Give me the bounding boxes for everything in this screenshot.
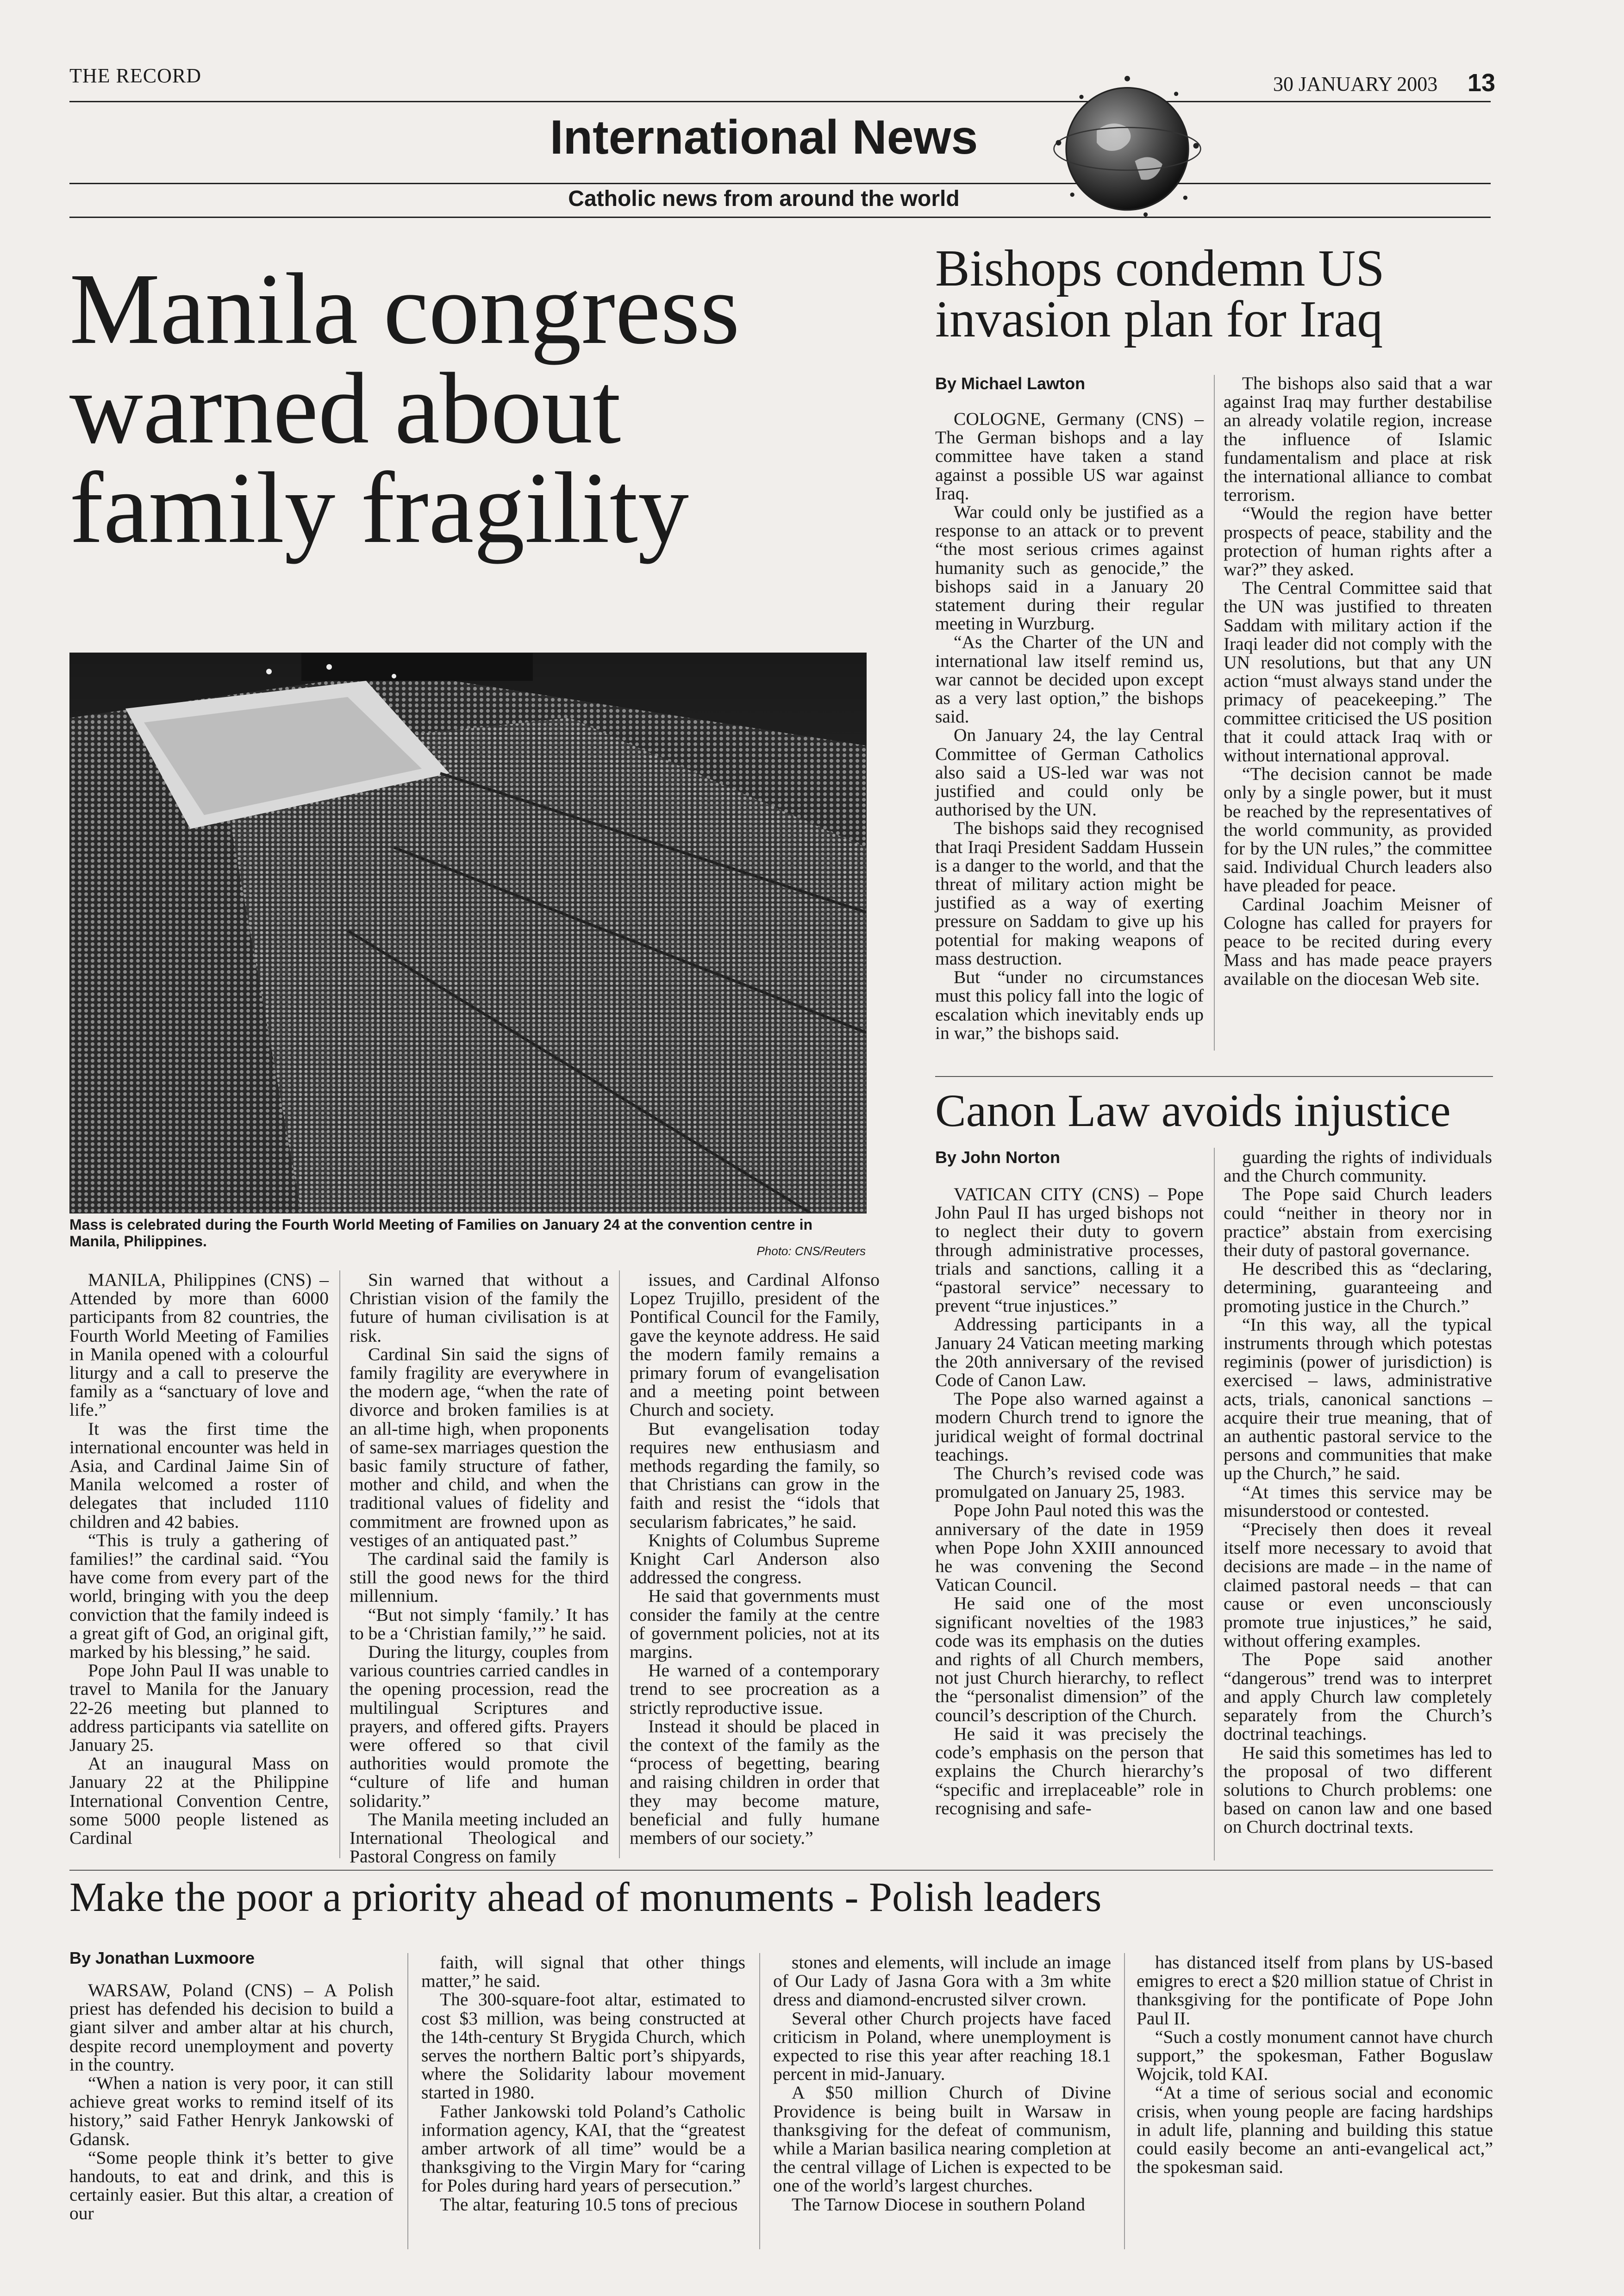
- paragraph: The Central Committee said that the UN was justified to threaten Saddam with military action if the Iraqi leader did not comply with the UN resolutions, but that any UN action “must always stand under the primacy of peacekeeping.” The committee criticised the US position that it could attack Iraq with or without international approval.: [1224, 578, 1492, 766]
- paragraph: MANILA, Philippines (CNS) – Attended by more than 6000 participants from 82 countries, the Fourth World Meeting of Families in Manila opened with a colourful liturgy and a call to preserve the family as a “sanctuary of love and life.”: [69, 1269, 329, 1420]
- paragraph: VATICAN CITY (CNS) – Pope John Paul II has urged bishops not to neglect their duty to govern through administrative processes, trials and sanctions, calling it a “pastoral service” necessary to prevent “true injustices.”: [935, 1184, 1204, 1316]
- paragraph: A $50 million Church of Divine Providence is being built in Warsaw in thanksgiving for the defeat of communism, while a Marian basilica nearing completion at the central village of Lichen is expected to be one of the world’s largest churches.: [773, 2082, 1111, 2196]
- bishops-column-1: [935, 410, 1204, 1042]
- manila-headline: [69, 252, 880, 564]
- column-divider: [1214, 1148, 1215, 1860]
- paragraph: “Some people think it’s better to give handouts, to eat and drink, and this is certainly easier. But this altar, a creation of our: [69, 2147, 394, 2224]
- poland-headline: Make the poor a priority ahead of monuments - Polish leaders: [69, 1874, 1102, 1920]
- column-divider: [1124, 1953, 1125, 2249]
- masthead-rule: [69, 101, 1491, 102]
- section-bottom-rule: [69, 217, 1491, 218]
- poland-column-2: [421, 1953, 745, 2214]
- canon-headline: Canon Law avoids injustice: [935, 1085, 1451, 1136]
- mass-photo: [69, 653, 867, 1213]
- paragraph: The Tarnow Diocese in southern Poland: [792, 2194, 1085, 2215]
- poland-byline: By Jonathan Luxmoore: [69, 1948, 255, 1967]
- bishops-byline: By Michael Lawton: [935, 374, 1086, 393]
- bishops-headline: [935, 240, 1500, 348]
- paragraph: But “under no circumstances must this policy fall into the logic of escalation which inevitably ends up in war,” the bishops said.: [935, 967, 1204, 1043]
- manila-column-2: [350, 1270, 609, 1866]
- paragraph: Pope John Paul II was unable to travel to Manila for the January 22-26 meeting but planned to address participants via satellite on January 25.: [69, 1660, 329, 1755]
- manila-headline-line: Manila congress: [69, 252, 740, 365]
- poland-column-3: [773, 1953, 1111, 2214]
- paragraph: He said this sometimes has led to the proposal of two different solutions to Church problems: one based on canon law and one based on Church doctrinal texts.: [1224, 1742, 1492, 1837]
- publication-name: THE RECORD: [69, 64, 201, 87]
- canon-column-1: [935, 1185, 1204, 1817]
- column-divider: [619, 1270, 620, 1858]
- paragraph: He said it was precisely the code’s emphasis on the person that explains the Church hierarchy’s “specific and irreplaceable” role in recognising and safe-: [935, 1723, 1204, 1818]
- manila-column-1: [69, 1270, 329, 1847]
- globe-icon: [1051, 69, 1204, 222]
- paragraph: The Pope said Church leaders could “neither in theory nor in practice” abstain from exercising their duty of pastoral governance.: [1224, 1184, 1492, 1261]
- paragraph: On January 24, the lay Central Committee of German Catholics also said a US-led war was not justified and could only be authorised by the UN.: [935, 725, 1204, 820]
- paragraph: Several other Church projects have faced criticism in Poland, where unemployment is expected to rise this year after reaching 18.1 percent in mid-January.: [773, 2008, 1111, 2084]
- column-divider: [1214, 375, 1215, 1051]
- column-divider: [407, 1953, 408, 2249]
- paragraph: Cardinal Joachim Meisner of Cologne has called for prayers for peace to be recited during every Mass and has made peace prayers available on the diocesan Web site.: [1224, 894, 1492, 989]
- paragraph: faith, will signal that other things matter,” he said.: [421, 1952, 745, 1991]
- paragraph: Addressing participants in a January 24 Vatican meeting marking the 20th anniversary of the revised Code of Canon Law.: [935, 1314, 1204, 1391]
- paragraph: The Manila meeting included an International Theological and Pastoral Congress on family: [350, 1809, 609, 1867]
- article-divider: [935, 1076, 1493, 1077]
- paragraph: War could only be justified as a response to an attack or to prevent “the most serious crimes against humanity such as genocide,” the bishops said in a January 20 statement during their regular meeting in Wurzburg.: [935, 502, 1204, 634]
- manila-headline-line: family fragility: [69, 451, 689, 564]
- section-rule: [69, 183, 1491, 184]
- paragraph: “At times this service may be misunderstood or contested.: [1224, 1481, 1492, 1521]
- canon-column-2: [1224, 1148, 1492, 1836]
- paragraph: COLOGNE, Germany (CNS) – The German bishops and a lay committee have taken a stand against a possible US war against Iraq.: [935, 409, 1204, 504]
- paragraph: The Church’s revised code was promulgated on January 25, 1983.: [935, 1463, 1204, 1502]
- paragraph: Sin warned that without a Christian vision of the family the future of human civilisation is at risk.: [350, 1269, 609, 1346]
- paragraph: Pope John Paul noted this was the anniversary of the date in 1959 when Pope John XXIII announced he was convening the Second Vatican Council.: [935, 1500, 1204, 1595]
- paragraph: The cardinal said the family is still the good news for the third millennium.: [350, 1549, 609, 1606]
- paragraph: The Pope said another “dangerous” trend was to interpret and apply Church law completely separately from the Church’s doctrinal teachings.: [1224, 1649, 1492, 1744]
- column-divider: [339, 1270, 340, 1858]
- paragraph: WARSAW, Poland (CNS) – A Polish priest has defended his decision to build a giant silver and amber altar at his church, despite record unemployment and poverty in the country.: [69, 1980, 394, 2075]
- paragraph: Knights of Columbus Supreme Knight Carl Anderson also addressed the congress.: [630, 1530, 880, 1588]
- paragraph: But evangelisation today requires new enthusiasm and methods regarding the family, so that Christians can grow in the faith and resist the “idols that secularism fabricates,” he said.: [630, 1418, 880, 1532]
- paragraph: “When a nation is very poor, it can still achieve great works to remind itself of its history,” said Father Henryk Jankowski of Gdansk.: [69, 2073, 394, 2149]
- paragraph: The Pope also warned against a modern Church trend to ignore the juridical weight of formal doctrinal teachings.: [935, 1388, 1204, 1465]
- manila-headline-line: warned about: [69, 352, 621, 465]
- paragraph: The bishops said they recognised that Iraqi President Saddam Hussein is a danger to the world, and that the threat of military action might be justified as a way of exerting pressure on Saddam to give up his potential for making weapons of mass destruction.: [935, 818, 1204, 969]
- paragraph: guarding the rights of individuals and the Church community.: [1224, 1147, 1492, 1186]
- paragraph: The bishops also said that a war against Iraq may further destabilise an already volatile region, increase the influence of Islamic fundamentalism and place at risk the international alliance to combat terrorism.: [1224, 373, 1492, 505]
- paragraph: Cardinal Sin said the signs of family fragility are everywhere in the modern age, “when the rate of divorce and broken families is at an all-time high, when proponents of same-sex marriages question the basic family structure of father, mother and child, and when the traditional values of fidelity and commitment are frowned upon as vestiges of an antiquated past.”: [350, 1344, 609, 1550]
- paragraph: “As the Charter of the UN and international law itself remind us, war cannot be decided upon except as a very last option,” the bishops said.: [935, 632, 1204, 727]
- page-number: 13: [1468, 69, 1496, 97]
- paragraph: “This is truly a gathering of families!” the cardinal said. “You have come from every part of the world, bringing with you the deep conviction that the family indeed is a great gift of God, an original gift, marked by his blessing,” he said.: [69, 1530, 329, 1662]
- photo-credit: Photo: CNS/Reuters: [756, 1244, 866, 1258]
- paragraph: The altar, featuring 10.5 tons of precious: [440, 2194, 738, 2215]
- paragraph: He said one of the most significant novelties of the 1983 code was its emphasis on the duties and rights of all Church members, not just Church hierarchy, to reflect the “personalist dimension” of the council’s description of the Church.: [935, 1593, 1204, 1725]
- manila-column-3: [630, 1270, 880, 1847]
- paragraph: “Precisely then does it reveal itself more necessary to avoid that decisions are made – in the name of claimed pastoral needs – that can cause or even unconsciously promote true injustices,” he said, without offering examples.: [1224, 1519, 1492, 1651]
- paragraph: Instead it should be placed in the context of the family as the “process of begetting, bearing and raising children in order that they may become mature, beneficial and fully humane members of our society.”: [630, 1716, 880, 1848]
- paragraph: issues, and Cardinal Alfonso Lopez Trujillo, president of the Pontifical Council for the Family, gave the keynote address. He said the modern family remains a primary forum of evangelisation and a meeting point between Church and society.: [630, 1269, 880, 1420]
- paragraph: stones and elements, will include an image of Our Lady of Jasna Gora with a 3m white dress and diamond-encrusted silver crown.: [773, 1952, 1111, 2010]
- paragraph: “The decision cannot be made only by a single power, but it must be reached by the representatives of the world community, as provided for by the UN rules,” the committee said. Individual Church leaders also have pleaded for peace.: [1224, 764, 1492, 896]
- paragraph: He said that governments must consider the family at the centre of government policies, not at its margins.: [630, 1586, 880, 1662]
- paragraph: He described this as “declaring, determining, guaranteeing and promoting justice in the Church.”: [1224, 1258, 1492, 1316]
- section-title: International News: [550, 111, 978, 164]
- column-divider: [759, 1953, 760, 2249]
- paragraph: “In this way, all the typical instruments through which potestas regiminis (power of jurisdiction) is exercised – laws, administrative acts, trials, canonical sanctions – acquire their true meaning, that of an authentic pastoral service to the persons and communities that make up the Church,” he said.: [1224, 1314, 1492, 1484]
- paragraph: “Such a costly monument cannot have church support,” the spokesman, Father Boguslaw Wojcik, told KAI.: [1137, 2026, 1493, 2084]
- bishops-headline-line: Bishops condemn US: [935, 240, 1385, 297]
- paragraph: The 300-square-foot altar, estimated to cost $3 million, was being constructed at the 14th-century St Brygida Church, which serves the northern Baltic port’s shipyards, where the Solidarity labour movement started in 1980.: [421, 1989, 745, 2103]
- canon-byline: By John Norton: [935, 1148, 1060, 1167]
- paragraph: has distanced itself from plans by US-based emigres to erect a $20 million statue of Christ in thanksgiving for the pontificate of Pope John Paul II.: [1137, 1952, 1493, 2028]
- paragraph: “At a time of serious social and economic crisis, when young people are facing hardships in adult life, planning and building this statue could easily become an anti-evangelical act,” the spokesman said.: [1137, 2082, 1493, 2178]
- paragraph: Father Jankowski told Poland’s Catholic information agency, KAI, that the “greatest amber artwork of all time” would be a thanksgiving to the Virgin Mary for “caring for Poles during hard years of persecution.”: [421, 2101, 745, 2196]
- paragraph: He warned of a contemporary trend to see procreation as a strictly reproductive issue.: [630, 1660, 880, 1718]
- paragraph: “Would the region have better prospects of peace, stability and the protection of human rights after a war?” they asked.: [1224, 503, 1492, 580]
- paragraph: During the liturgy, couples from various countries carried candles in the opening procession, read the multilingual Scriptures and prayers, and offered gifts. Prayers were offered so that civil authorities would promote the “culture of life and human solidarity.”: [350, 1642, 609, 1811]
- article-divider: [69, 1870, 1493, 1871]
- poland-column-1: [69, 1981, 394, 2223]
- bishops-column-2: [1224, 374, 1492, 988]
- poland-column-4: [1137, 1953, 1493, 2176]
- issue-date: 30 JANUARY 2003: [1273, 73, 1438, 95]
- section-subtitle: Catholic news from around the world: [568, 187, 960, 211]
- photo-caption: Mass is celebrated during the Fourth World Meeting of Families on January 24 at the convention centre in Manila, Philippines.: [69, 1216, 813, 1250]
- paragraph: It was the first time the international encounter was held in Asia, and Cardinal Jaime Sin of Manila welcomed a roster of delegates that included 1110 children and 42 babies.: [69, 1418, 329, 1532]
- bishops-headline-line: invasion plan for Iraq: [935, 291, 1383, 348]
- paragraph: At an inaugural Mass on January 22 at the Philippine International Convention Centre, some 5000 people listened as Cardinal: [69, 1753, 329, 1848]
- paragraph: “But not simply ‘family.’ It has to be a ‘Christian family,’” he said.: [350, 1604, 609, 1643]
